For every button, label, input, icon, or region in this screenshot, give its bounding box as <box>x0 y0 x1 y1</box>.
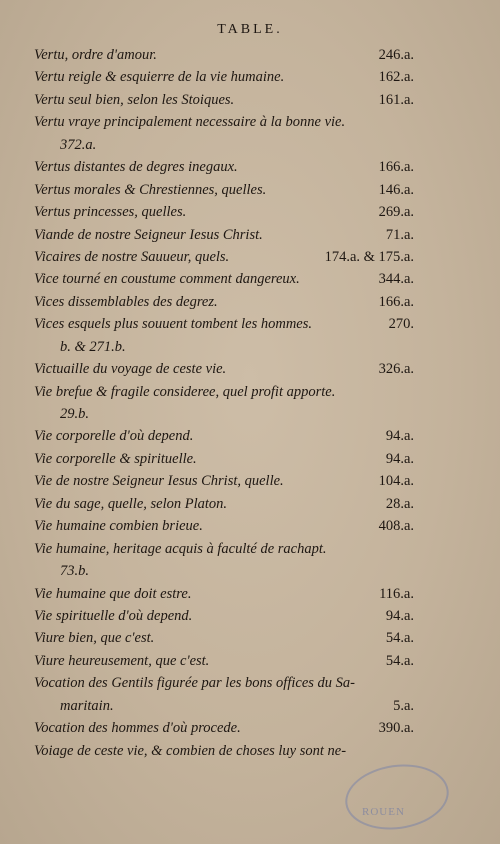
index-entry-page-ref: 246.a. <box>378 47 414 63</box>
index-entry-text: Vertu seul bien, selon les Stoiques. <box>34 91 235 108</box>
index-entry-text: Viande de nostre Seigneur Iesus Christ. <box>34 226 263 243</box>
index-entry <box>34 381 434 403</box>
index-entry <box>34 403 434 425</box>
index-entry-page-ref: 94.a. <box>385 607 414 624</box>
index-entry <box>34 470 434 492</box>
index-entry-text: Viure heureusement, que c'est. <box>34 652 210 669</box>
index-entry-page-ref: 269.a. <box>378 204 414 221</box>
index-entry <box>34 448 434 470</box>
index-entry-page-ref: 71.a. <box>385 226 414 243</box>
index-entry-text: Vie brefue & fragile consideree, quel profit apporte. <box>34 383 336 400</box>
index-entry-text: Vertu vraye principalement necessaire à la bonne vie. <box>34 114 346 131</box>
index-entry-continuation: b. & 271.b. <box>60 338 126 355</box>
index-entry <box>34 134 434 156</box>
index-entry <box>34 89 434 111</box>
index-entry <box>34 515 434 537</box>
index-entry <box>34 291 434 313</box>
index-entry-page-ref: 166.a. <box>378 293 414 310</box>
index-entry <box>34 224 434 246</box>
index-entry-page-ref: 326.a. <box>378 361 414 378</box>
index-entry <box>34 717 434 739</box>
index-entry <box>34 695 434 717</box>
page-header: TABLE. <box>217 22 283 37</box>
index-entry-page-ref: 28.a. <box>385 495 414 512</box>
index-entry-continuation: 73.b. <box>60 563 89 580</box>
index-entry <box>34 627 434 649</box>
index-entry-page-ref: 174.a. & 175.a. <box>324 248 414 265</box>
index-entry <box>34 313 434 335</box>
index-entry-text: Vocation des hommes d'où procede. <box>34 720 241 737</box>
index-entry <box>34 201 434 223</box>
index-entry-text: Vie corporelle d'où depend. <box>34 428 194 445</box>
index-entry-page-ref: 94.a. <box>385 428 414 445</box>
index-entry-continuation: maritain. <box>60 697 114 714</box>
index-entry-text: Vertu, ordre d'amour. <box>34 47 157 63</box>
index-entry-text: Vertu reigle & esquierre de la vie humaine. <box>34 69 285 86</box>
index-entry-page-ref: 54.a. <box>385 652 414 669</box>
index-entry-text: Vicaires de nostre Sauueur, quels. <box>34 248 230 265</box>
index-entry <box>34 336 434 358</box>
index-entry-page-ref: 161.a. <box>378 91 414 108</box>
index-entry-page-ref: 270. <box>388 316 414 333</box>
index-entry-page-ref: 344.a. <box>378 271 414 288</box>
index-entry-text: Vices dissemblables des degrez. <box>34 293 218 310</box>
index-entry <box>34 650 434 672</box>
index-entry-text: Vie du sage, quelle, selon Platon. <box>34 495 228 512</box>
index-entries <box>34 44 434 762</box>
index-entry <box>34 425 434 447</box>
index-entry <box>34 358 434 380</box>
index-entry-text: Vie humaine, heritage acquis à faculté de rachapt. <box>34 540 327 557</box>
index-entry-text: Vie humaine combien brieue. <box>34 518 203 535</box>
index-entry-page-ref: 5.a. <box>393 697 414 714</box>
index-entry <box>34 44 434 66</box>
index-entry <box>34 66 434 88</box>
index-entry-text: Vices esquels plus souuent tombent les hommes. <box>34 316 313 333</box>
index-entry <box>34 672 434 694</box>
index-entry-page-ref: 166.a. <box>378 159 414 176</box>
index-entry-text: Vocation des Gentils figurée par les bons offices du Sa- <box>34 675 355 692</box>
index-entry-page-ref: 390.a. <box>378 720 414 737</box>
index-entry-text: Vie humaine que doit estre. <box>34 585 192 602</box>
index-entry <box>34 246 434 268</box>
index-entry <box>34 179 434 201</box>
library-stamp <box>341 758 453 836</box>
library-stamp-text: ROUEN <box>362 806 405 818</box>
index-entry-text: Viure bien, que c'est. <box>34 630 155 647</box>
index-entry-text: Voiage de ceste vie, & combien de choses luy sont ne- <box>34 742 347 759</box>
index-entry <box>34 493 434 515</box>
index-entry <box>34 156 434 178</box>
index-entry-continuation: 29.b. <box>60 406 89 422</box>
index-entry-page-ref: 104.a. <box>378 473 414 490</box>
index-entry-text: Vertus princesses, quelles. <box>34 204 187 221</box>
index-entry-page-ref: 408.a. <box>378 518 414 535</box>
index-entry-page-ref: 94.a. <box>385 450 414 467</box>
index-entry-text: Victuaille du voyage de ceste vie. <box>34 361 227 378</box>
index-entry <box>34 268 434 290</box>
index-entry-page-ref: 116.a. <box>379 585 414 602</box>
index-entry-continuation: 372.a. <box>60 136 97 153</box>
index-entry-page-ref: 146.a. <box>378 181 414 198</box>
index-entry <box>34 560 434 582</box>
index-entry <box>34 111 434 133</box>
index-entry <box>34 605 434 627</box>
index-entry <box>34 740 434 762</box>
index-entry-text: Vice tourné en coustume comment dangereux. <box>34 271 300 288</box>
index-entry-text: Vertus distantes de degres inegaux. <box>34 159 238 176</box>
index-entry-page-ref: 162.a. <box>378 69 414 86</box>
index-entry-text: Vie de nostre Seigneur Iesus Christ, quelle. <box>34 473 284 490</box>
index-entry <box>34 583 434 605</box>
index-entry-text: Vie corporelle & spirituelle. <box>34 450 197 467</box>
index-entry <box>34 538 434 560</box>
index-entry-text: Vie spirituelle d'où depend. <box>34 607 193 624</box>
index-entry-page-ref: 54.a. <box>385 630 414 647</box>
index-entry-text: Vertus morales & Chrestiennes, quelles. <box>34 181 267 198</box>
